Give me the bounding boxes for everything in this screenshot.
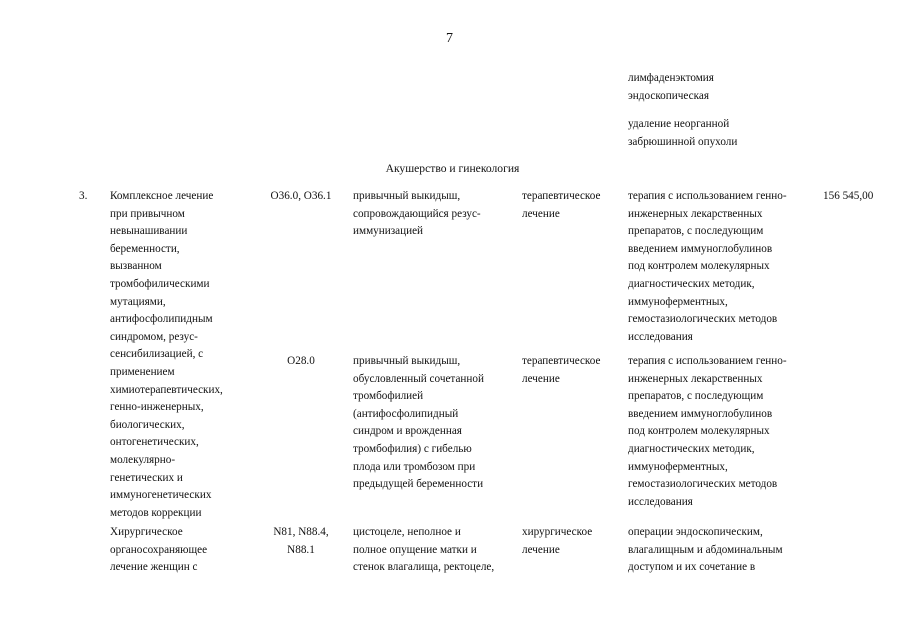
subrow-model: привычный выкидыш, обусловленный сочетанной тромбофилией (антифосфолипидный синдром и врожденная тромбофилия) с гибелью плода или тромбозом при предыдущей беременности: [353, 355, 484, 491]
row-name: Комплексное лечение при привычном невынашивании беременности, вызванном тромбофилическими мутациями, антифосфолипидным синдромом, резус- сенсибилизацией, с применением химиотерапевтических, генно-инженерных, биологических, онтогенетических, молекулярно- генетических и иммуногенетических методов коррекции: [110, 190, 223, 519]
page-number: 7: [446, 31, 453, 46]
row-number: 3.: [79, 190, 88, 202]
subrow-method: терапия с использованием генно- инженерных лекарственных препаратов, с последующим введением иммуноглобулинов под контролем молекулярных диагностических методик, иммуноферментных, гемостазиологических методов исследования: [628, 355, 787, 508]
subrow-code: O36.0, O36.1: [270, 190, 332, 202]
section-title: Акушерство и гинекология: [385, 162, 520, 175]
subrow-method: терапия с использованием генно- инженерных лекарственных препаратов, с последующим введением иммуноглобулинов под контролем молекулярных диагностических методик, иммуноферментных, гемостазиологических методов исследования: [628, 190, 787, 343]
row-name: Хирургическое органосохраняющее лечение женщин с: [110, 526, 208, 574]
row-model: цистоцеле, неполное и полное опущение матки и стенок влагалища, ректоцеле,: [353, 526, 495, 574]
subrow-treatment-type: терапевтическое лечение: [522, 355, 601, 385]
prev-row-method-2: удаление неорганной забрюшинной опухоли: [628, 118, 738, 148]
row-code: N81, N88.4, N88.1: [273, 526, 329, 556]
subrow-code: O28.0: [287, 355, 315, 367]
row-method: операции эндоскопическим, влагалищным и абдоминальным доступом и их сочетание в: [628, 526, 783, 574]
row-treatment-type: хирургическое лечение: [522, 526, 593, 556]
subrow-treatment-type: терапевтическое лечение: [522, 190, 601, 220]
subrow-model: привычный выкидыш, сопровождающийся резус- иммунизацией: [353, 190, 481, 238]
prev-row-method-1: лимфаденэктомия эндоскопическая: [628, 72, 714, 102]
row-price: 156 545,00: [823, 190, 874, 202]
